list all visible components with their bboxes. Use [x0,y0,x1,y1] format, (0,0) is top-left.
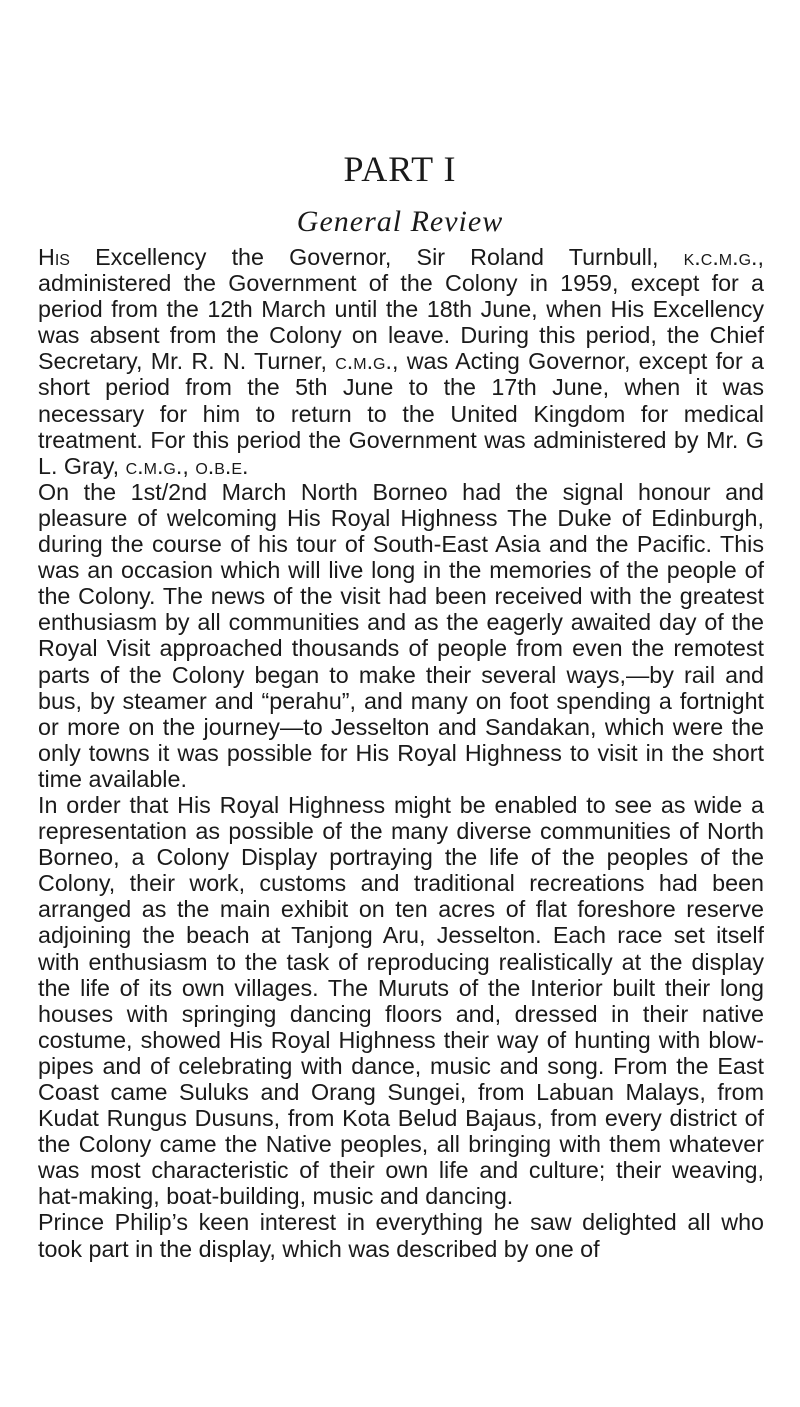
paragraph-1-text-d: , [182,452,196,479]
section-title: General Review [296,205,504,238]
lead-word: His [38,244,70,270]
part-heading: PART I [343,149,457,189]
honour-obe: o.b.e. [195,452,249,479]
honour-kcmg: k.c.m.g. [683,244,758,270]
paragraph-1-text-b: , administered the Government of the Colony in 1959, except for a period from the 12th March until the 18th June, when His Excellency was absent from the Colony on leave. During this period, the Chief Secretary, Mr. R. N. Turner, [38,244,764,375]
body-text [38,244,764,1262]
paragraph-1-text-a: Excellency the Governor, Sir Roland Turnbull, [69,244,684,270]
honour-cmg-gray: c.m.g. [125,452,183,479]
paragraph-3: In order that His Royal Highness might be enabled to see as wide a representation as possible of the many diverse communities of North Borneo, a Colony Display portraying the life of the peoples of the Colony, their work, customs and traditional recreations had been arranged as the main exhibit on ten acres of flat foreshore reserve adjoining the beach at Tanjong Aru, Jesselton. Each race set itself with enthusiasm to the task of reproducing realistically at the display the life of its own villages. The Muruts of the Interior built their long houses with springing dancing floors and, dressed in their native costume, showed His Royal Highness their way of hunting with blow-pipes and of celebrating with dance, music and song. From the East Coast came Suluks and Orang Sungei, from Labuan Malays, from Kudat Rungus Dusuns, from Kota Belud Bajaus, from every district of the Colony came the Native peoples, all bringing with them whatever was most characteristic of their own life and culture; their weaving, hat-making, boat-building, music and dancing. [38,791,764,1210]
paragraph-1 [38,244,764,479]
honour-cmg-turner: c.m.g. [335,348,392,375]
paragraph-2: On the 1st/2nd March North Borneo had the signal honour and pleasure of welcoming His Royal Highness The Duke of Edinburgh, during the course of his tour of South-East Asia and the Pacific. This was an occasion which will live long in the memories of the people of the Colony. The news of the visit had been received with the greatest enthusiasm by all communities and as the eagerly awaited day of the Royal Visit approached thousands of people from even the remotest parts of the Colony began to make their several ways,—by rail and bus, by steamer and “perahu”, and many on foot spending a fortnight or more on the journey—to Jesselton and Sandakan, which were the only towns it was possible for His Royal Highness to visit in the short time available. [38,478,764,792]
paragraph-4: Prince Philip’s keen interest in everything he saw delighted all who took part in the display, which was described by one of [38,1209,764,1262]
paragraph-1-text-c: , was Acting Governor, except for a short period from the 5th June to the 17th June, when it was necessary for him to return to the United Kingdom for medical treatment. For this period the Government was administered by Mr. G L. Gray, [38,348,764,479]
